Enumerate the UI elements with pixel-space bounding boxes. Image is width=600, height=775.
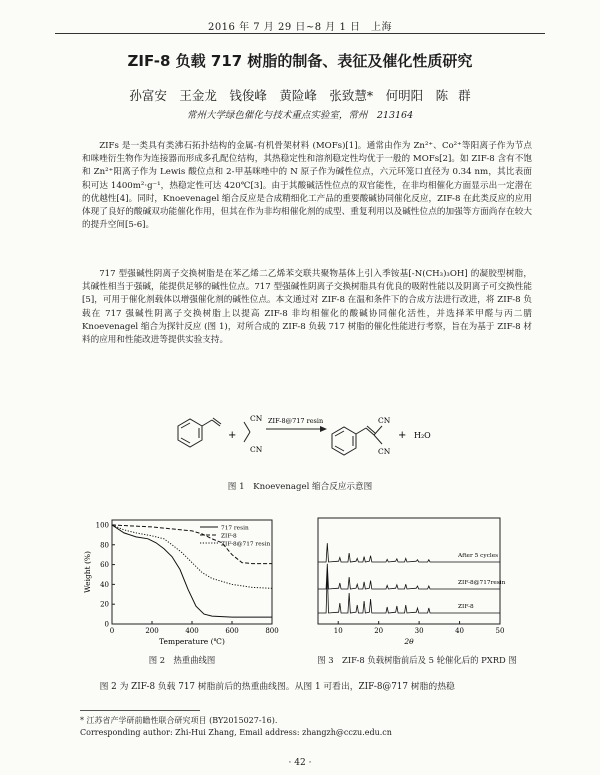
results-text: 图 2 为 ZIF-8 负载 717 树脂前后的热重曲线图。从图 1 可看出，ZIF-8@717 树脂的热稳 <box>99 682 455 692</box>
tga-y-tick-label: 80 <box>100 541 109 550</box>
tga-x-tick-label: 600 <box>225 627 239 635</box>
cn-label-top: CN <box>250 414 263 423</box>
pxrd-series-label: ZIF-8@717resin <box>458 580 506 586</box>
tga-y-tick-label: 60 <box>100 561 109 570</box>
tga-legend-label: ZIF-8@717 resin <box>221 541 271 548</box>
intro-paragraph: ZIFs 是一类具有类沸石拓扑结构的金属-有机骨架材料 (MOFs)[1]。通常由作为 Zn²⁺、Co²⁺等阳离子作为节点和咪唑衍生物作为连接器而形成多孔配位结构，其热稳定性和溶剂稳定性均优于一般的 MOFs[2]。如 ZIF-8 含有不饱和 Zn²⁺阳离子作为 Lewis 酸位点和 2-甲基咪唑中的 N 原子作为碱性位点，六元环笼口直径为 0.34 nm，其比表面积可达 1400m²·g⁻¹，热稳定性可达 420℃[3]。由于其酸碱活性位点的双官能性，在非均相催化方面显示出一定潜在的优越性[4]。同时，Knoevenagel 缩合反应是合成精细化工产品的重要酸碱协同催化反应，ZIF-8 在此类反应的应用体现了良好的酸碱双功能催化作用，但其在作为非均相催化剂的成型、重复利用以及碱性位点的加强等方面尚存在较大的提升空间[5-6]。 <box>82 141 532 231</box>
pxrd-x-tick-label: 40 <box>455 627 465 635</box>
fund-footnote: * 江苏省产学研前瞻性联合研究项目 (BY2015027-16). <box>80 716 278 725</box>
pxrd-x-tick-label: 30 <box>414 627 424 635</box>
author-list: 孙富安 王金龙 钱俊峰 黄险峰 张致慧* 何明阳 陈 群 <box>129 88 471 103</box>
pxrd-x-tick-label: 20 <box>374 627 384 635</box>
pxrd-chart <box>300 512 510 648</box>
tga-x-tick-label: 400 <box>185 627 199 635</box>
malononitrile-structure <box>244 422 250 442</box>
pxrd-series-label: After 5 cycles <box>458 553 499 559</box>
figure3-caption: 图 3 ZIF-8 负载树脂前后及 5 轮催化后的 PXRD 图 <box>317 655 517 665</box>
tga-y-tick-label: 20 <box>100 600 109 609</box>
figure1-caption: 图 1 Knoevenagel 缩合反应示意图 <box>227 482 373 492</box>
footnote-rule <box>80 710 200 711</box>
tga-chart <box>82 512 282 648</box>
conference-header: 2016 年 7 月 29 日~8 月 1 日 上海 <box>207 22 393 33</box>
tga-y-tick-label: 40 <box>100 580 109 589</box>
tga-x-tick-label: 200 <box>145 627 159 635</box>
tga-series-line <box>112 525 272 588</box>
tga-legend-label: ZIF-8 <box>221 533 237 540</box>
product-cn-bottom: CN <box>378 447 391 456</box>
pxrd-series-label: ZIF-8 <box>458 604 474 610</box>
water-label: H₂O <box>414 431 431 440</box>
page-number: · 42 · <box>288 758 312 768</box>
catalyst-label: ZIF-8@717 resin <box>268 417 324 425</box>
reaction-arrow-head <box>320 426 327 432</box>
tga-x-tick-label: 0 <box>109 627 115 635</box>
benzaldehyde-structure <box>178 418 221 447</box>
pxrd-x-axis-label: 2θ <box>404 637 414 646</box>
affiliation: 常州大学绿色催化与技术重点实验室，常州 213164 <box>186 110 414 121</box>
figure2-caption: 图 2 热重曲线图 <box>148 655 216 665</box>
plus-sign: + <box>228 430 237 441</box>
header-rule <box>55 33 545 34</box>
tga-plot-frame <box>112 520 272 624</box>
product-cn-top: CN <box>378 416 391 425</box>
tga-series-line <box>112 525 272 617</box>
tga-y-tick-label: 0 <box>104 620 109 629</box>
tga-x-axis-label: Temperature (℃) <box>159 637 225 646</box>
corresponding-author: Corresponding author: Zhi-Hui Zhang, Email address: zhangzh@cczu.edu.cn <box>80 728 392 737</box>
tga-y-tick-label: 100 <box>95 521 109 530</box>
reaction-scheme <box>160 408 460 472</box>
cn-label-bottom: CN <box>250 445 263 454</box>
tga-y-axis-label: Weight (%) <box>83 551 92 593</box>
tga-x-tick-label: 800 <box>265 627 279 635</box>
tga-legend-label: 717 resin <box>221 525 249 532</box>
product-structure <box>332 426 382 455</box>
pxrd-x-tick-label: 50 <box>495 627 505 635</box>
method-paragraph: 717 型强碱性阴离子交换树脂是在苯乙烯二乙烯苯交联共聚物基体上引入季铵基[-N(CH₃)₃OH] 的凝胶型树脂，其碱性相当于强碱，能提供足够的碱性位点。717 型强碱性阴离子交换树脂具有优良的吸附性能以及阴离子可交换性能[5]，可用于催化剂载体以增强催化剂的碱性位点。本文通过对 ZIF-8 在温和条件下的合成方法进行改进，将 ZIF-8 负载在 717 强碱性阴离子交换树脂上以提高 ZIF-8 非均相催化的酸碱协同催化活性，并选择苯甲醛与丙二腈 Knoevenagel 缩合为探针反应 (图 1)，对所合成的 ZIF-8 负载 717 树脂的催化性能进行考察，旨在为基于 ZIF-8 材料的应用和性能改进等提供实验支持。 <box>82 269 532 346</box>
paper-title: ZIF-8 负载 717 树脂的制备、表征及催化性质研究 <box>127 52 473 70</box>
plus-sign-2: + <box>398 430 407 441</box>
pxrd-x-tick-label: 10 <box>333 627 343 635</box>
